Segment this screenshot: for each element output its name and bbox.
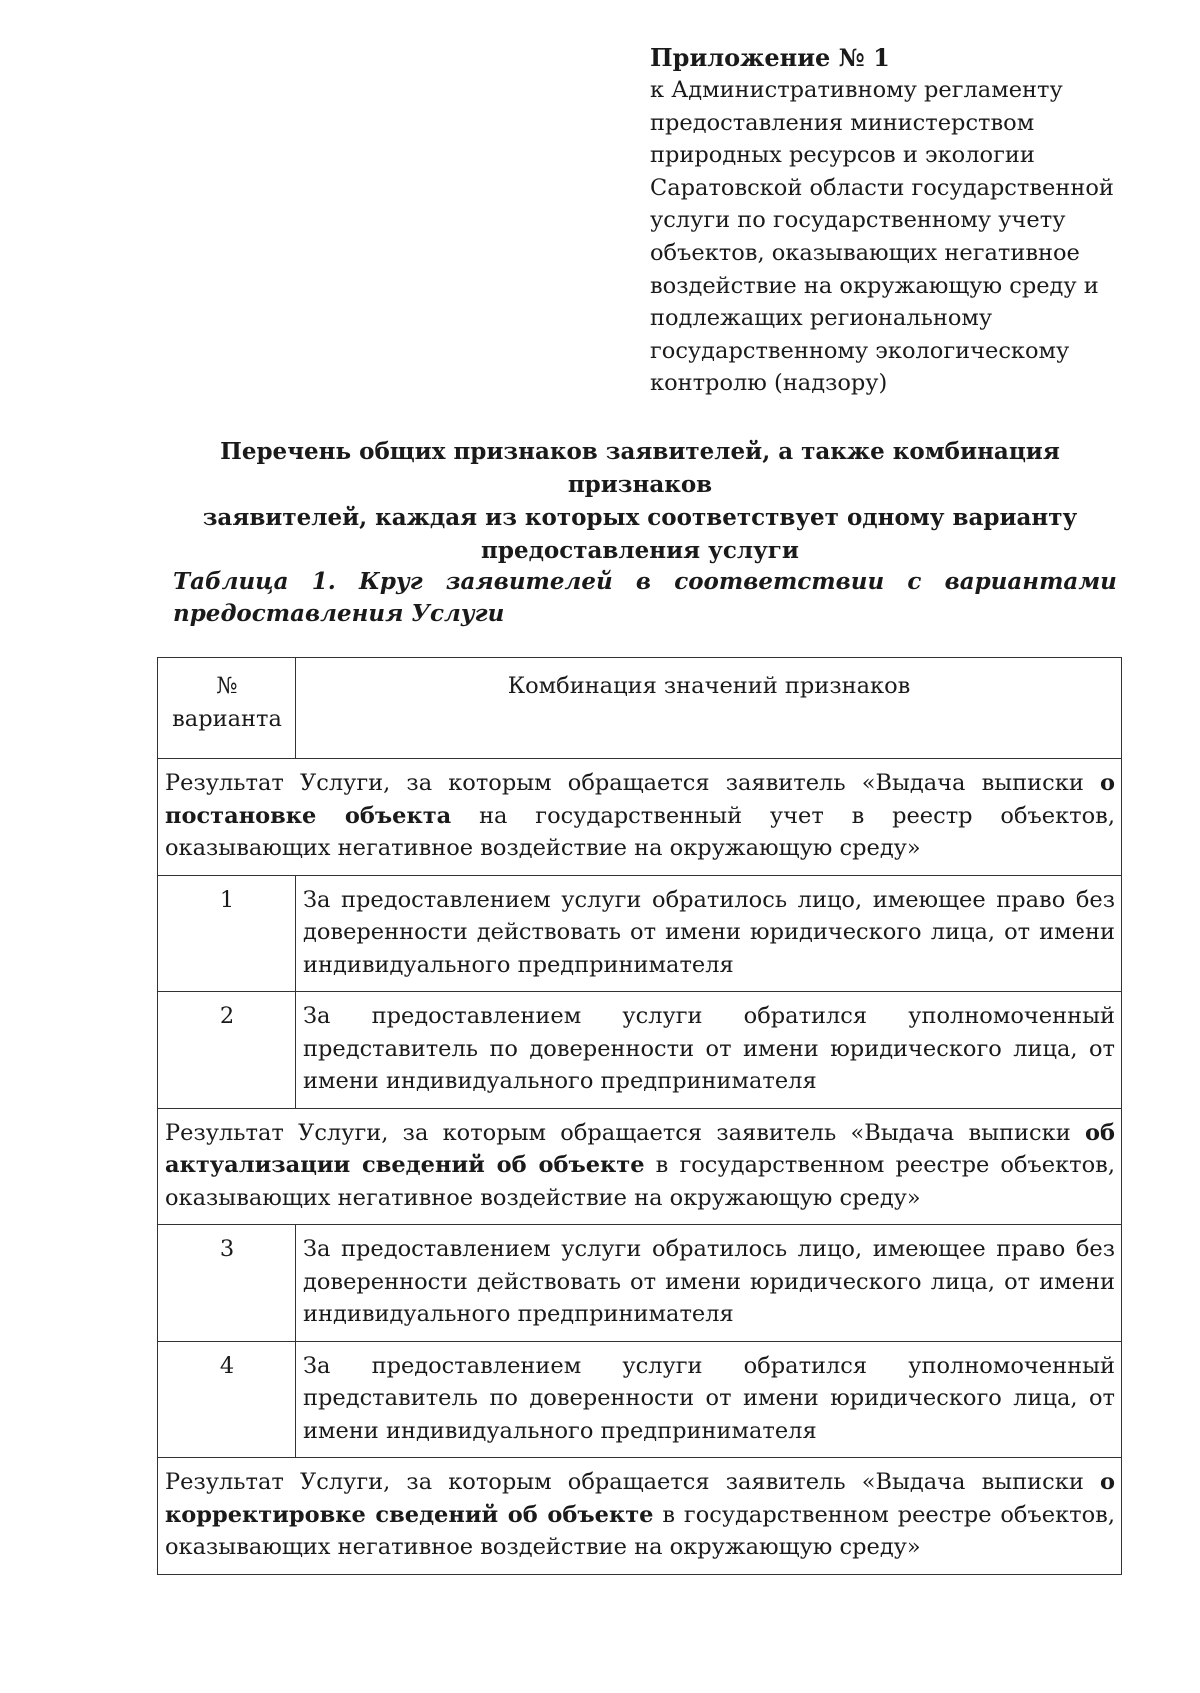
variant-text: За предоставлением услуги обратился уполномоченный представитель по доверенности от имени юридического лица, от имени индивидуального предпринимателя: [296, 1341, 1122, 1458]
variant-number: 2: [158, 992, 296, 1109]
table-row: [158, 1225, 1122, 1342]
result-row: [158, 1108, 1122, 1225]
document-heading: [160, 435, 1120, 567]
appendix-line: воздействие на окружающую среду и: [650, 272, 1099, 299]
appendix-line: Саратовской области государственной: [650, 174, 1114, 201]
appendix-block: [650, 42, 1130, 400]
heading-line: Перечень общих признаков заявителей, а также комбинация признаков: [220, 438, 1060, 498]
appendix-line: природных ресурсов и экологии: [650, 142, 1035, 169]
table-row: [158, 1341, 1122, 1458]
caption-word: в: [635, 568, 652, 595]
appendix-title: Приложение № 1: [650, 43, 890, 72]
result-bold: о постановке объекта: [165, 770, 1115, 829]
variant-number: 1: [158, 875, 296, 992]
result-row: [158, 759, 1122, 876]
result-cell: [158, 1458, 1122, 1575]
result-bold: о корректировке сведений об объекте: [165, 1469, 1115, 1528]
caption-word: заявителей: [445, 568, 613, 595]
appendix-line: предоставления министерством: [650, 109, 1035, 136]
appendix-line: услуги по государственному учету: [650, 207, 1066, 234]
result-prefix: Результат Услуги, за которым обращается заявитель «Выдача выписки: [165, 1119, 1071, 1146]
result-suffix: в государственном реестре объектов, оказывающих негативное воздействие на окружающую среду»: [165, 1501, 1115, 1560]
table-caption: [173, 566, 1117, 630]
result-cell: [158, 1108, 1122, 1225]
variant-text: За предоставлением услуги обратилось лицо, имеющее право без доверенности действовать от имени юридического лица, от имени индивидуального предпринимателя: [296, 875, 1122, 992]
result-row: [158, 1458, 1122, 1575]
appendix-line: контролю (надзору): [650, 370, 888, 397]
appendix-line: к Административному регламенту: [650, 77, 1063, 103]
result-suffix: в государственном реестре объектов, оказывающих негативное воздействие на окружающую среду»: [165, 1152, 1115, 1211]
caption-word: 1.: [311, 568, 336, 595]
caption-line-2: предоставления Услуги: [173, 600, 505, 627]
caption-word: вариантами: [944, 568, 1117, 595]
caption-word: Круг: [358, 568, 423, 595]
table-row: [158, 992, 1122, 1109]
appendix-line: подлежащих региональному: [650, 305, 993, 332]
caption-word: соответствии: [674, 568, 885, 595]
header-combination: Комбинация значений признаков: [296, 658, 1122, 759]
caption-word: Таблица: [173, 568, 289, 595]
result-bold: об актуализации сведений об объекте: [165, 1119, 1115, 1178]
result-prefix: Результат Услуги, за которым обращается заявитель «Выдача выписки: [165, 1469, 1084, 1495]
table-row: [158, 875, 1122, 992]
heading-line: предоставления услуги: [481, 537, 799, 564]
variant-text: За предоставлением услуги обратилось лицо, имеющее право без доверенности действовать от имени юридического лица, от имени индивидуального предпринимателя: [296, 1225, 1122, 1342]
caption-word: с: [907, 568, 922, 595]
variant-number: 4: [158, 1341, 296, 1458]
variant-text: За предоставлением услуги обратился уполномоченный представитель по доверенности от имени юридического лица, от имени индивидуального предпринимателя: [296, 992, 1122, 1109]
appendix-line: объектов, оказывающих негативное: [650, 239, 1080, 266]
result-cell: [158, 759, 1122, 876]
heading-line: заявителей, каждая из которых соответствует одному варианту: [202, 504, 1078, 531]
caption-line-1: [173, 566, 1117, 598]
variant-number: 3: [158, 1225, 296, 1342]
header-variant-number: № варианта: [158, 658, 296, 759]
applicants-table: [157, 657, 1122, 1575]
result-suffix: на государственный учет в реестр объектов, оказывающих негативное воздействие на окружающую среду»: [165, 802, 1115, 861]
result-prefix: Результат Услуги, за которым обращается заявитель «Выдача выписки: [165, 770, 1084, 796]
table-header-row: [158, 658, 1122, 759]
appendix-line: государственному экологическому: [650, 337, 1070, 364]
